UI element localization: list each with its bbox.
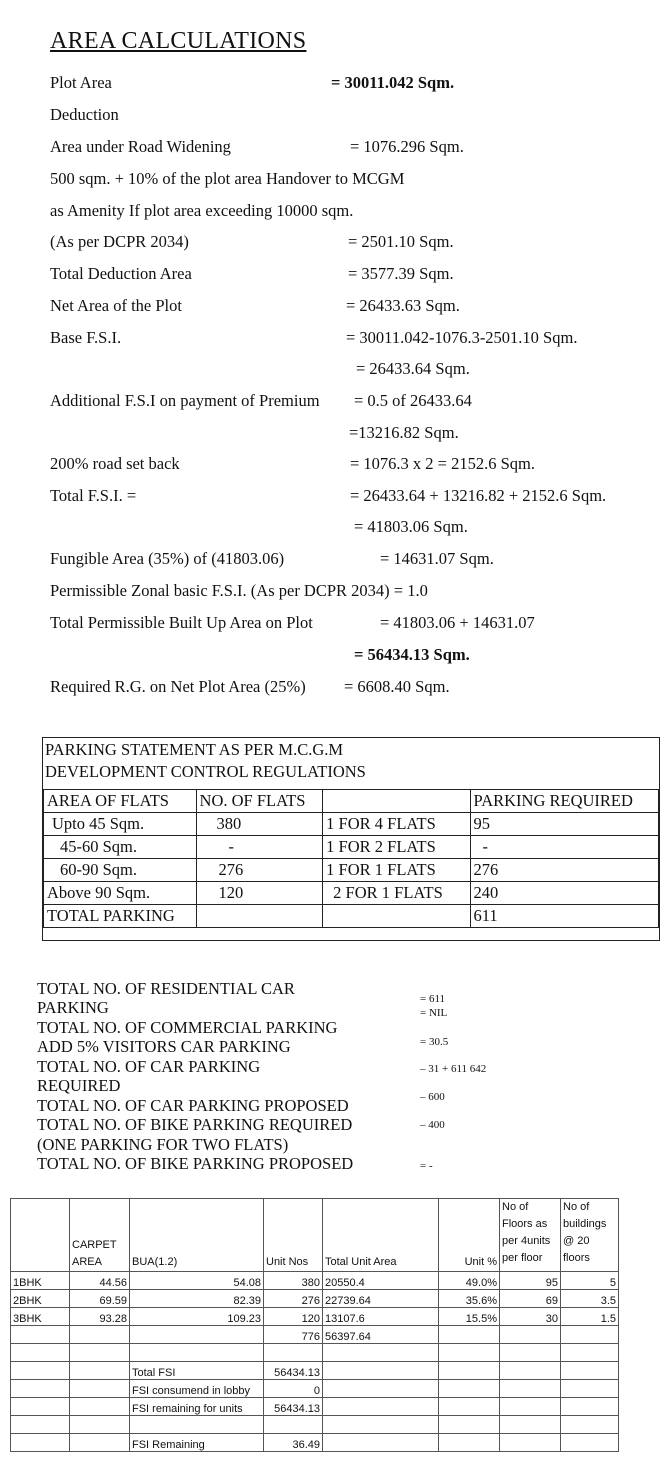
sheet-cell: 20550.4 bbox=[323, 1272, 439, 1290]
calc-dcpr-label: (As per DCPR 2034) bbox=[50, 232, 189, 251]
summary-bike-required-line1: TOTAL NO. OF BIKE PARKING REQUIRED bbox=[37, 1115, 353, 1134]
sheet-cell: 380 bbox=[264, 1272, 323, 1290]
parking-total-ratio bbox=[323, 905, 470, 928]
sheet-cell: 22739.64 bbox=[323, 1290, 439, 1308]
summary-car-required-line1: TOTAL NO. OF CAR PARKING bbox=[37, 1057, 261, 1076]
parking-heading-line1: PARKING STATEMENT AS PER M.C.G.M bbox=[45, 740, 344, 759]
sheet-cell bbox=[70, 1326, 130, 1344]
parking-flats: - bbox=[196, 836, 323, 859]
summary-bike-proposed-value: = - bbox=[420, 1160, 433, 1172]
parking-row bbox=[44, 813, 659, 836]
parking-area: 45-60 Sqm. bbox=[44, 836, 197, 859]
sheet-header-bua: BUA(1.2) bbox=[130, 1199, 264, 1272]
sheet-cell: 54.08 bbox=[130, 1272, 264, 1290]
parking-flats: 120 bbox=[196, 882, 323, 905]
calc-zonal-fsi-label: Permissible Zonal basic F.S.I. (As per DCPR 2034) = 1.0 bbox=[50, 581, 428, 600]
sheet-row bbox=[11, 1344, 619, 1362]
sheet-cell bbox=[11, 1326, 70, 1344]
sheet-cell bbox=[439, 1380, 500, 1398]
sheet-cell: 276 bbox=[264, 1290, 323, 1308]
sheet-cell bbox=[264, 1416, 323, 1434]
sheet-cell bbox=[130, 1344, 264, 1362]
sheet-row bbox=[11, 1362, 619, 1380]
calc-total-deduction-value: = 3577.39 Sqm. bbox=[348, 264, 454, 283]
sheet-remaining-label: FSI Remaining bbox=[130, 1434, 264, 1452]
calc-total-deduction-label: Total Deduction Area bbox=[50, 264, 192, 283]
summary-bike-required-line2: (ONE PARKING FOR TWO FLATS) bbox=[37, 1135, 289, 1154]
sheet-row bbox=[11, 1416, 619, 1434]
sheet-cell: 35.6% bbox=[439, 1290, 500, 1308]
summary-car-required-value: – 31 + 611 642 bbox=[420, 1063, 487, 1075]
parking-header-ratio bbox=[323, 790, 470, 813]
calc-road-widening-value: = 1076.296 Sqm. bbox=[350, 137, 464, 156]
sheet-lobby: 0 bbox=[264, 1380, 323, 1398]
sheet-header-row bbox=[11, 1199, 619, 1272]
calc-road-setback-value: = 1076.3 x 2 = 2152.6 Sqm. bbox=[350, 454, 535, 473]
sheet-cell bbox=[11, 1362, 70, 1380]
sheet-cell: 44.56 bbox=[70, 1272, 130, 1290]
sheet-cell bbox=[11, 1398, 70, 1416]
parking-area: 60-90 Sqm. bbox=[44, 859, 197, 882]
calc-dcpr-value: = 2501.10 Sqm. bbox=[348, 232, 454, 251]
sheet-row bbox=[11, 1290, 619, 1308]
parking-ratio: 1 FOR 4 FLATS bbox=[323, 813, 470, 836]
sheet-cell bbox=[439, 1344, 500, 1362]
sheet-cell bbox=[70, 1344, 130, 1362]
summary-visitors: ADD 5% VISITORS CAR PARKING bbox=[37, 1037, 291, 1056]
summary-residential-value: = 611 bbox=[420, 993, 446, 1005]
summary-bike-required-value: – 400 bbox=[420, 1119, 445, 1131]
calc-additional-fsi-value: = 0.5 of 26433.64 bbox=[354, 391, 472, 410]
sheet-cell: 5 bbox=[561, 1272, 619, 1290]
sheet-cell: 13107.6 bbox=[323, 1308, 439, 1326]
sheet-cell bbox=[11, 1416, 70, 1434]
calc-total-fsi-value: = 26433.64 + 13216.82 + 2152.6 Sqm. bbox=[350, 486, 607, 505]
sheet-cell bbox=[323, 1434, 439, 1452]
sheet-remaining-units-label: FSI remaining for units bbox=[130, 1398, 264, 1416]
sheet-cell bbox=[11, 1434, 70, 1452]
parking-header-flats: NO. OF FLATS bbox=[196, 790, 323, 813]
sheet-row bbox=[11, 1398, 619, 1416]
sheet-cell bbox=[70, 1416, 130, 1434]
sheet-cell: 93.28 bbox=[70, 1308, 130, 1326]
sheet-cell bbox=[323, 1362, 439, 1380]
sheet-cell: 120 bbox=[264, 1308, 323, 1326]
summary-car-proposed: TOTAL NO. OF CAR PARKING PROPOSED bbox=[37, 1096, 349, 1115]
sheet-cell bbox=[264, 1344, 323, 1362]
sheet-cell bbox=[561, 1344, 619, 1362]
parking-required: 95 bbox=[470, 813, 658, 836]
sheet-cell bbox=[500, 1416, 561, 1434]
calc-base-fsi-value: = 30011.042-1076.3-2501.10 Sqm. bbox=[346, 328, 578, 347]
sheet-total-units: 776 bbox=[264, 1326, 323, 1344]
sheet-cell: 2BHK bbox=[11, 1290, 70, 1308]
calc-fungible-label: Fungible Area (35%) of (41803.06) bbox=[50, 549, 285, 568]
parking-table bbox=[43, 789, 659, 928]
sheet-cell: 1BHK bbox=[11, 1272, 70, 1290]
sheet-remaining: 36.49 bbox=[264, 1434, 323, 1452]
sheet-cell bbox=[11, 1199, 70, 1272]
sheet-header-carpet: CARPET AREA bbox=[70, 1199, 130, 1272]
sheet-cell bbox=[561, 1416, 619, 1434]
sheet-cell bbox=[561, 1380, 619, 1398]
parking-required: 276 bbox=[470, 859, 658, 882]
calc-plot-area-value: = 30011.042 Sqm. bbox=[331, 73, 455, 92]
sheet-cell: 109.23 bbox=[130, 1308, 264, 1326]
sheet-header-pct: Unit % bbox=[439, 1199, 500, 1272]
summary-bike-proposed: TOTAL NO. OF BIKE PARKING PROPOSED bbox=[37, 1154, 354, 1173]
parking-header-required: PARKING REQUIRED bbox=[470, 790, 658, 813]
calc-total-fsi-result: = 41803.06 Sqm. bbox=[354, 517, 468, 536]
sheet-totals-row bbox=[11, 1326, 619, 1344]
calc-base-fsi-label: Base F.S.I. bbox=[50, 328, 122, 347]
parking-total-label: TOTAL PARKING bbox=[44, 905, 197, 928]
sheet-cell: 69 bbox=[500, 1290, 561, 1308]
sheet-cell bbox=[500, 1344, 561, 1362]
sheet-row bbox=[11, 1434, 619, 1452]
sheet-cell bbox=[323, 1398, 439, 1416]
parking-flats: 276 bbox=[196, 859, 323, 882]
parking-row bbox=[44, 836, 659, 859]
sheet-cell bbox=[70, 1362, 130, 1380]
sheet-cell: 69.59 bbox=[70, 1290, 130, 1308]
sheet-cell bbox=[70, 1380, 130, 1398]
parking-ratio: 1 FOR 1 FLATS bbox=[323, 859, 470, 882]
sheet-total-fsi: 56434.13 bbox=[264, 1362, 323, 1380]
sheet-row bbox=[11, 1308, 619, 1326]
sheet-cell bbox=[323, 1344, 439, 1362]
calc-additional-fsi-label: Additional F.S.I on payment of Premium bbox=[50, 391, 320, 410]
summary-car-required-line2: REQUIRED bbox=[37, 1076, 121, 1095]
calc-net-area-label: Net Area of the Plot bbox=[50, 296, 182, 315]
sheet-header-units: Unit Nos bbox=[264, 1199, 323, 1272]
summary-residential-line1: TOTAL NO. OF RESIDENTIAL CAR bbox=[37, 979, 295, 998]
sheet-cell bbox=[130, 1416, 264, 1434]
parking-ratio: 1 FOR 2 FLATS bbox=[323, 836, 470, 859]
sheet-cell bbox=[561, 1434, 619, 1452]
sheet-header-floors: No of Floors as per 4units per floor bbox=[500, 1199, 561, 1272]
calc-additional-fsi-result: =13216.82 Sqm. bbox=[349, 423, 459, 442]
sheet-cell bbox=[561, 1362, 619, 1380]
sheet-cell: 49.0% bbox=[439, 1272, 500, 1290]
calc-road-widening-label: Area under Road Widening bbox=[50, 137, 231, 156]
summary-car-proposed-value: – 600 bbox=[420, 1091, 445, 1103]
sheet-cell: 1.5 bbox=[561, 1308, 619, 1326]
sheet-cell: 95 bbox=[500, 1272, 561, 1290]
parking-statement bbox=[42, 737, 660, 941]
parking-header-area: AREA OF FLATS bbox=[44, 790, 197, 813]
calc-road-setback-label: 200% road set back bbox=[50, 454, 180, 473]
sheet-cell: 3.5 bbox=[561, 1290, 619, 1308]
calc-permissible-bua-result: = 56434.13 Sqm. bbox=[354, 645, 470, 664]
sheet-cell: 15.5% bbox=[439, 1308, 500, 1326]
sheet-header-total: Total Unit Area bbox=[323, 1199, 439, 1272]
parking-flats: 380 bbox=[196, 813, 323, 836]
sheet-cell bbox=[439, 1326, 500, 1344]
calc-amenity-line2: as Amenity If plot area exceeding 10000 sqm. bbox=[50, 201, 354, 220]
sheet-cell: 82.39 bbox=[130, 1290, 264, 1308]
calc-base-fsi-result: = 26433.64 Sqm. bbox=[356, 359, 470, 378]
page-title: AREA CALCULATIONS bbox=[50, 28, 307, 54]
parking-row bbox=[44, 882, 659, 905]
sheet-cell bbox=[439, 1416, 500, 1434]
unit-mix-sheet bbox=[10, 1198, 619, 1452]
sheet-cell bbox=[439, 1434, 500, 1452]
sheet-total-area: 56397.64 bbox=[323, 1326, 439, 1344]
calc-net-area-value: = 26433.63 Sqm. bbox=[346, 296, 460, 315]
calc-rg-label: Required R.G. on Net Plot Area (25%) bbox=[50, 677, 306, 696]
calc-deduction-label: Deduction bbox=[50, 105, 119, 124]
sheet-cell bbox=[323, 1380, 439, 1398]
parking-total-row bbox=[44, 905, 659, 928]
sheet-header-buildings: No of buildings @ 20 floors bbox=[561, 1199, 619, 1272]
sheet-cell bbox=[439, 1398, 500, 1416]
parking-area: Above 90 Sqm. bbox=[44, 882, 197, 905]
sheet-row bbox=[11, 1380, 619, 1398]
parking-total-flats bbox=[196, 905, 323, 928]
sheet-cell bbox=[500, 1326, 561, 1344]
sheet-cell bbox=[561, 1398, 619, 1416]
calc-total-fsi-label: Total F.S.I. = bbox=[50, 486, 137, 505]
calc-plot-area-label: Plot Area bbox=[50, 73, 112, 92]
sheet-cell bbox=[70, 1434, 130, 1452]
summary-commercial-value: = NIL bbox=[420, 1007, 448, 1019]
parking-total-value: 611 bbox=[470, 905, 658, 928]
sheet-cell bbox=[11, 1380, 70, 1398]
summary-residential-line2: PARKING bbox=[37, 998, 109, 1017]
sheet-cell: 30 bbox=[500, 1308, 561, 1326]
parking-ratio: 2 FOR 1 FLATS bbox=[323, 882, 470, 905]
sheet-cell bbox=[500, 1434, 561, 1452]
parking-required: 240 bbox=[470, 882, 658, 905]
sheet-cell bbox=[323, 1416, 439, 1434]
sheet-cell bbox=[500, 1398, 561, 1416]
parking-header-row bbox=[44, 790, 659, 813]
summary-commercial: TOTAL NO. OF COMMERCIAL PARKING bbox=[37, 1018, 338, 1037]
parking-required: - bbox=[470, 836, 658, 859]
calc-amenity-line1: 500 sqm. + 10% of the plot area Handover to MCGM bbox=[50, 169, 405, 188]
sheet-total-fsi-label: Total FSI bbox=[130, 1362, 264, 1380]
sheet-cell bbox=[11, 1344, 70, 1362]
summary-visitors-value: = 30.5 bbox=[420, 1036, 449, 1048]
sheet-lobby-label: FSI consumend in lobby bbox=[130, 1380, 264, 1398]
sheet-cell bbox=[439, 1362, 500, 1380]
sheet-row bbox=[11, 1272, 619, 1290]
sheet-cell bbox=[70, 1398, 130, 1416]
parking-heading-line2: DEVELOPMENT CONTROL REGULATIONS bbox=[45, 762, 366, 781]
sheet-cell bbox=[130, 1326, 264, 1344]
calc-permissible-bua-label: Total Permissible Built Up Area on Plot bbox=[50, 613, 313, 632]
sheet-cell: 3BHK bbox=[11, 1308, 70, 1326]
calc-fungible-value: = 14631.07 Sqm. bbox=[380, 549, 494, 568]
parking-heading bbox=[45, 739, 366, 783]
sheet-cell bbox=[561, 1326, 619, 1344]
calc-rg-value: = 6608.40 Sqm. bbox=[344, 677, 450, 696]
parking-row bbox=[44, 859, 659, 882]
sheet-cell bbox=[500, 1362, 561, 1380]
sheet-cell bbox=[500, 1380, 561, 1398]
parking-area: Upto 45 Sqm. bbox=[44, 813, 197, 836]
calc-permissible-bua-value: = 41803.06 + 14631.07 bbox=[380, 613, 535, 632]
sheet-remaining-units: 56434.13 bbox=[264, 1398, 323, 1416]
